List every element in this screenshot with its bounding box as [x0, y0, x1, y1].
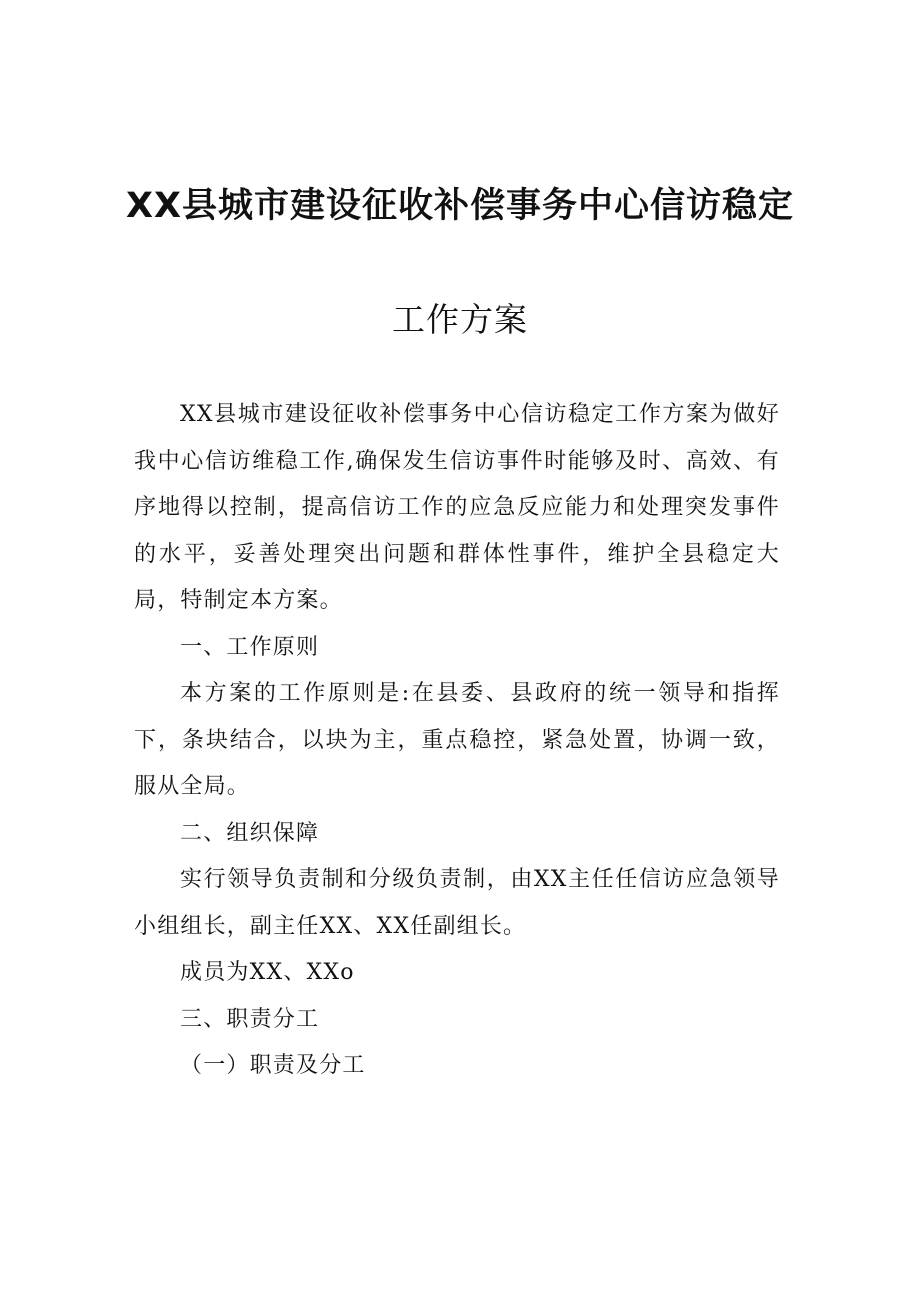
document-title-line-1: XX县城市建设征收补偿事务中心信访稳定: [126, 186, 794, 226]
section-heading-duties: 三、职责分工: [180, 1006, 320, 1032]
document-body: [134, 392, 780, 1090]
section-heading-organization: 二、组织保障: [180, 820, 320, 846]
principles-paragraph: 本方案的工作原则是:在县委、县政府的统一领导和指挥下，条块结合，以块为主，重点稳控，紧急处置，协调一致，服从全局。: [134, 681, 780, 799]
section-heading-principles: 一、工作原则: [180, 634, 320, 660]
organization-paragraph: 实行领导负责制和分级负责制，由XX主任任信访应急领导小组组长，副主任XX、XX任副组长。: [134, 867, 780, 939]
intro-paragraph: XX县城市建设征收补偿事务中心信访稳定工作方案为做好我中心信访维稳工作,确保发生信访事件时能够及时、高效、有序地得以控制，提高信访工作的应急反应能力和处理突发事件的水平，妥善处理突出问题和群体性事件，维护全县稳定大局，特制定本方案。: [134, 402, 780, 613]
subsection-heading-duties: （一）职责及分工: [180, 1053, 366, 1078]
document-title-line-2: 工作方案: [392, 300, 528, 339]
members-paragraph: 成员为XX、XXo: [180, 960, 355, 985]
